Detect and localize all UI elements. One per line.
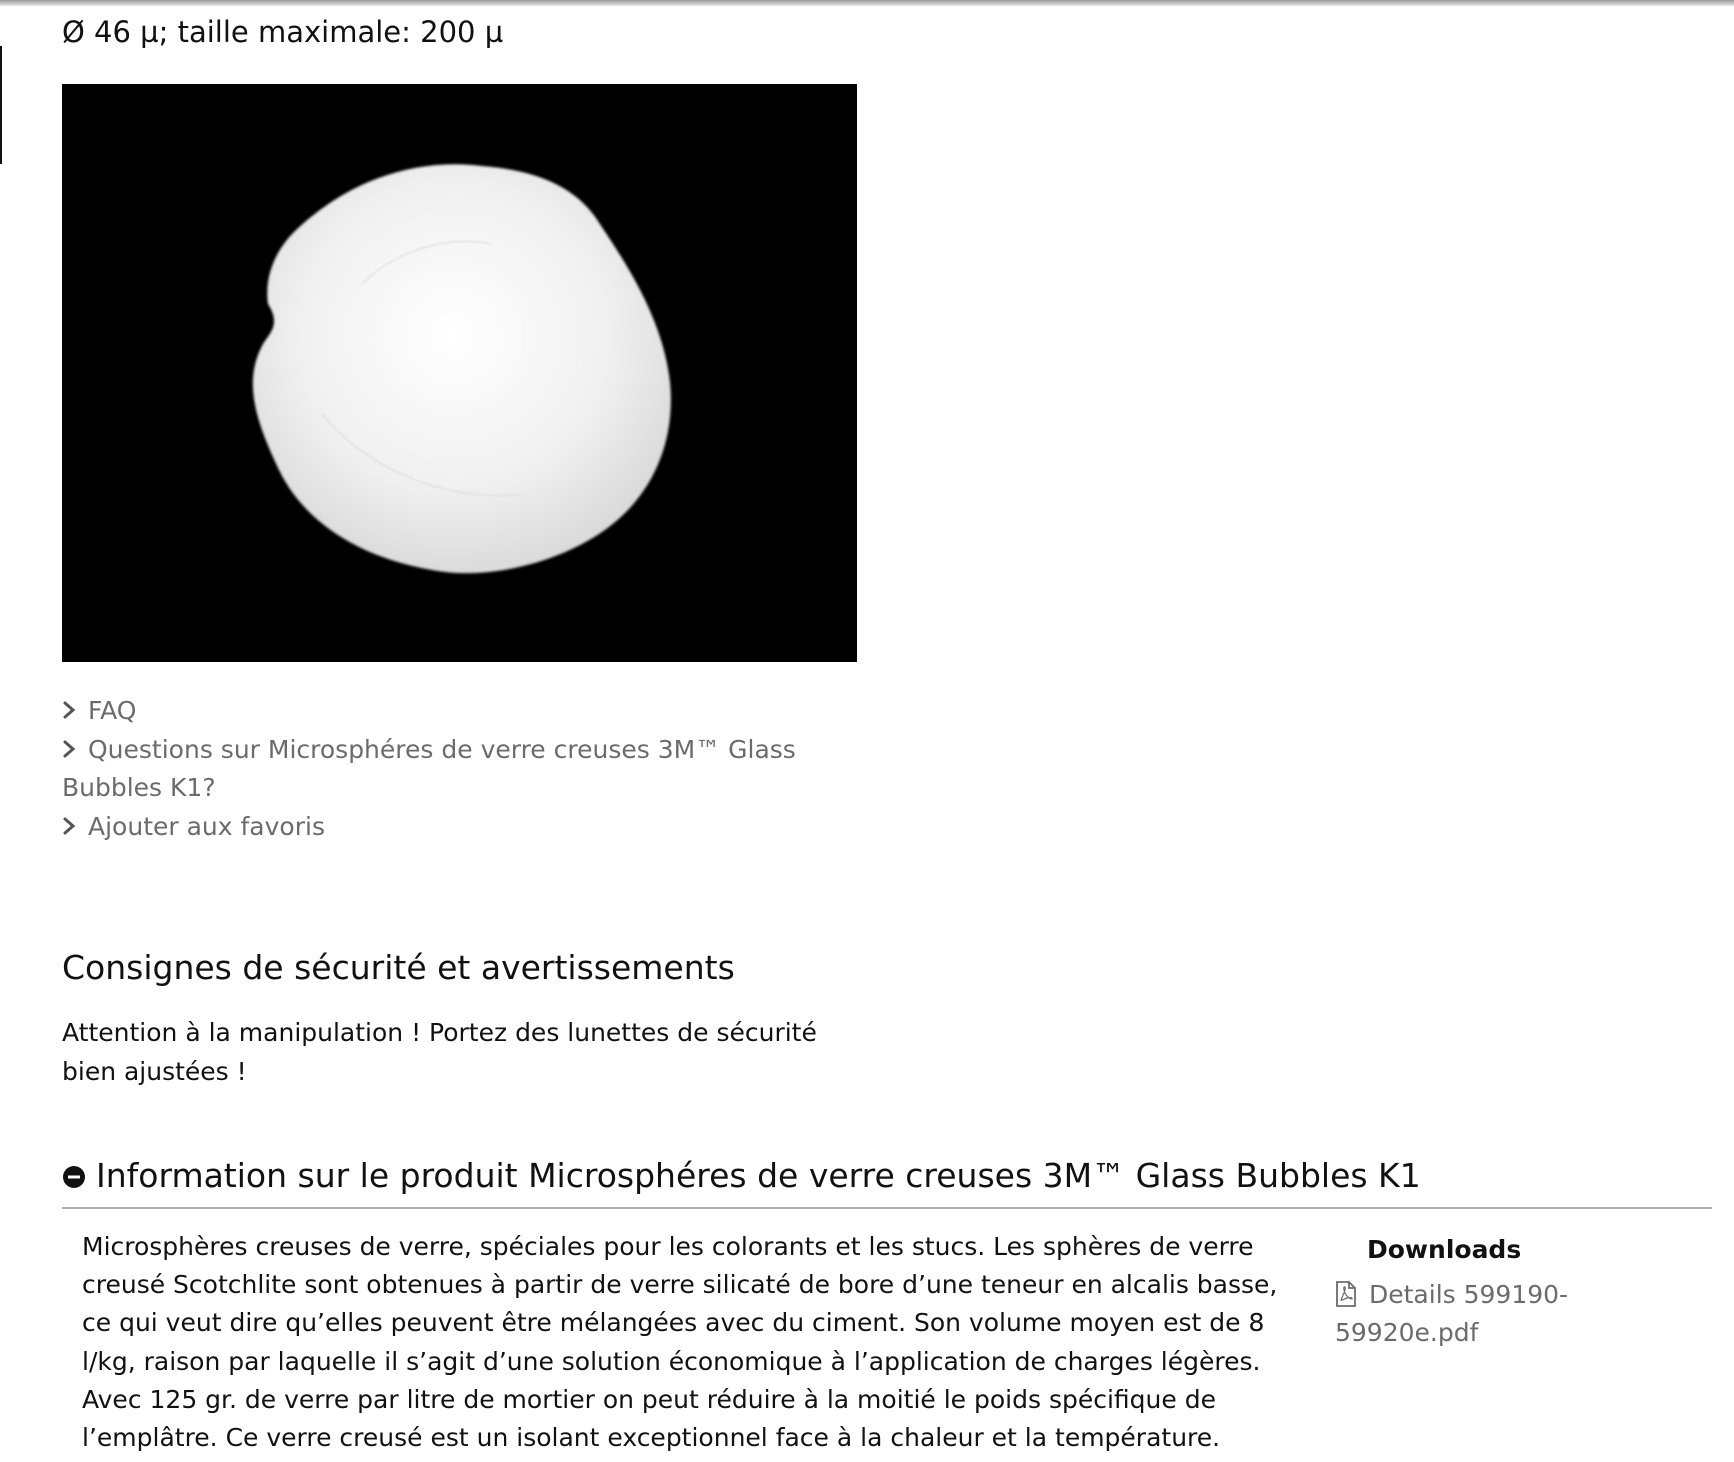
add-to-favorites-link[interactable] (62, 808, 822, 847)
chevron-right-icon (62, 739, 76, 759)
particle-size-spec: Ø 46 µ; taille maximale: 200 µ (62, 15, 504, 49)
chevron-right-icon (62, 816, 76, 836)
downloads-heading: Downloads (1367, 1235, 1522, 1264)
pdf-file-icon (1335, 1281, 1357, 1307)
product-links (62, 692, 822, 846)
pdf-download-link[interactable] (1335, 1276, 1635, 1352)
glass-bubbles-powder-illustration (62, 84, 857, 662)
safety-section-title: Consignes de sécurité et avertissements (62, 948, 735, 987)
section-divider (62, 1207, 1712, 1209)
questions-link[interactable] (62, 731, 822, 808)
top-border (0, 0, 1734, 6)
product-info-toggle[interactable] (62, 1152, 1712, 1200)
questions-link-label: Questions sur Microsphéres de verre creuses 3M™ Glass Bubbles K1? (62, 734, 796, 802)
product-info-title: Information sur le produit Microsphéres de verre creuses 3M™ Glass Bubbles K1 (96, 1156, 1421, 1195)
chevron-right-icon (62, 700, 76, 720)
minus-circle-icon (62, 1165, 86, 1189)
product-description: Microsphères creuses de verre, spéciales pour les colorants et les stucs. Les sphères de verre creusé Scotchlite sont obtenues à partir de verre silicaté de bore d’une teneur en alcalis basse, ce qui veut dire qu’elles peuvent être mélangées avec du ciment. Son volume moyen est de 8 l/kg, raison par laquelle il s’agit d’une solution économique à l’application de charges légères. Avec 125 gr. de verre par litre de mortier on peut réduire à la moitié le poids spécifique de l’emplâtre. Ce verre creusé est un isolant exceptionnel face à la chaleur et la température. (82, 1232, 1278, 1453)
pdf-download-label: Details 599190-59920e.pdf (1335, 1280, 1569, 1347)
add-to-favorites-label: Ajouter aux favoris (88, 811, 325, 841)
product-image (62, 84, 857, 662)
faq-link-label: FAQ (88, 696, 137, 725)
safety-warning-text: Attention à la manipulation ! Portez des lunettes de sécurité bien ajustées ! (62, 1018, 817, 1086)
faq-link[interactable] (62, 692, 822, 731)
left-edge-marker (0, 46, 2, 164)
